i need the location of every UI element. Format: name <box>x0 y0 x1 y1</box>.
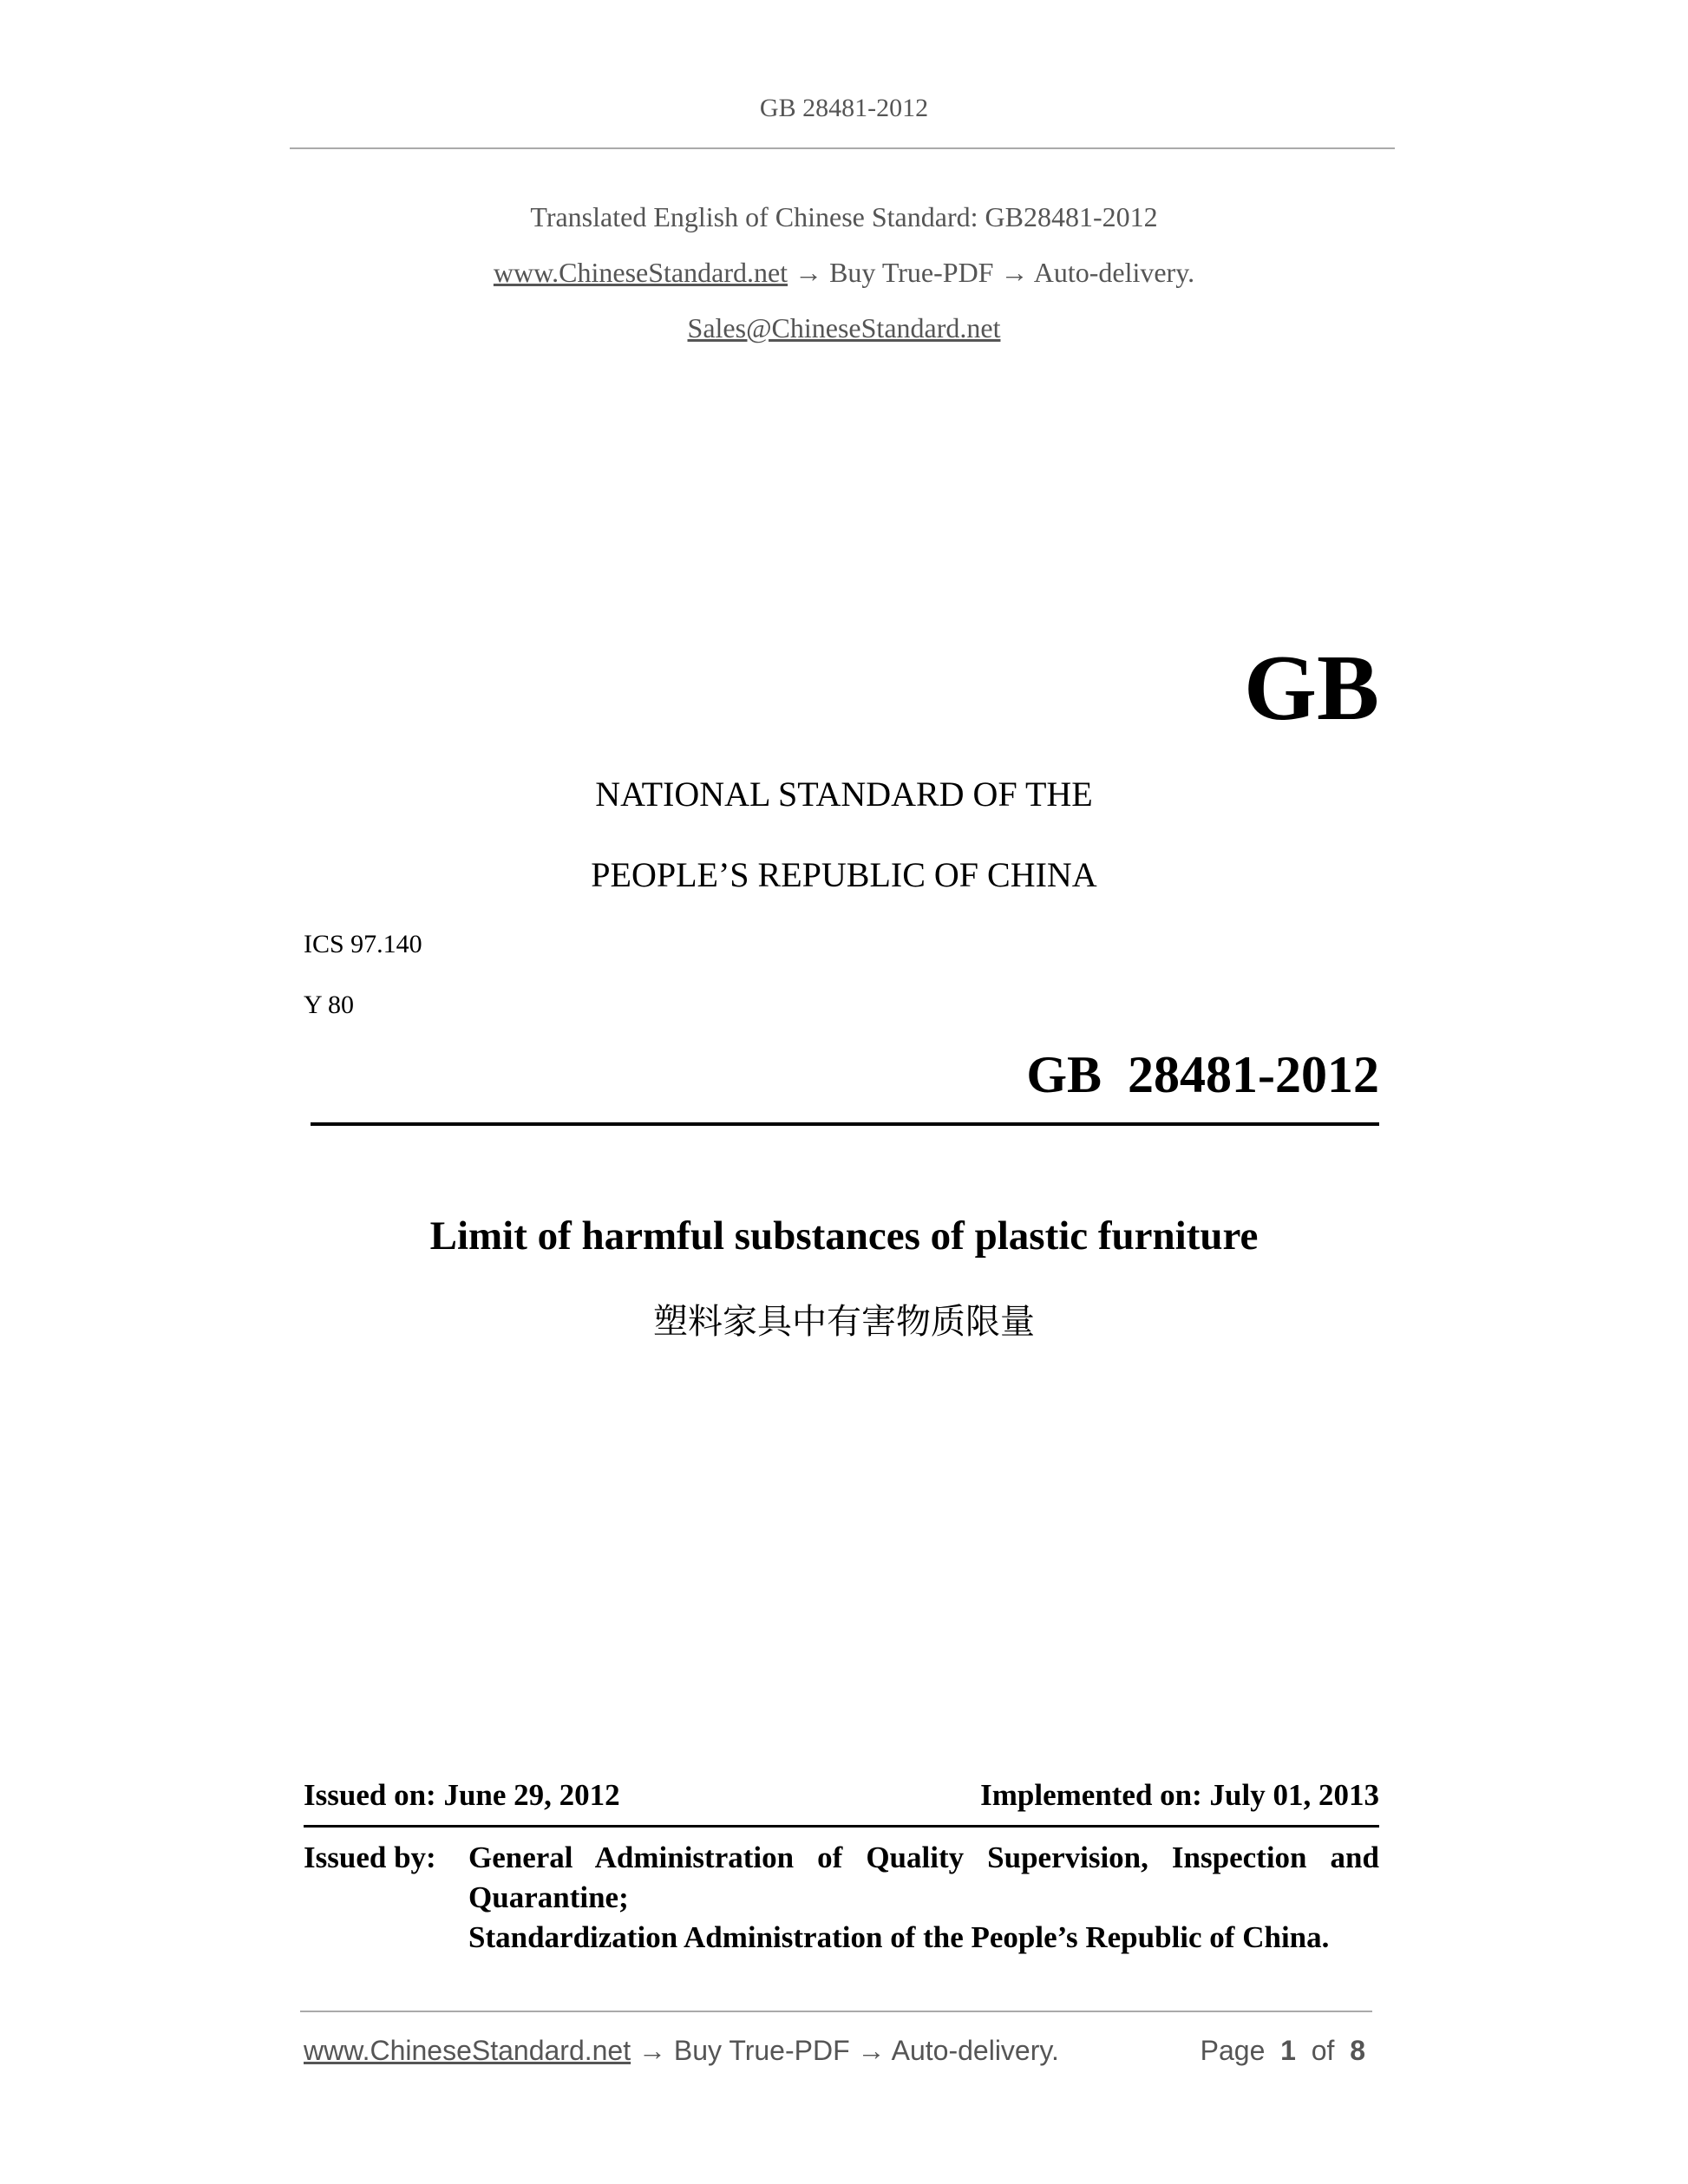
header-divider <box>290 147 1395 149</box>
dates-divider <box>304 1825 1379 1828</box>
gb-logo-mark: GB <box>1243 637 1379 740</box>
translation-notice: Translated English of Chinese Standard: GB28481-2012 <box>530 201 1158 232</box>
title-divider <box>311 1122 1379 1126</box>
issuer-line1-cont: Quarantine; <box>468 1880 629 1914</box>
issued-date: Issued on: June 29, 2012 <box>304 1778 620 1812</box>
email-link[interactable]: Sales@ChineseStandard.net <box>687 312 1001 343</box>
ccs-code: Y 80 <box>304 991 355 1019</box>
of-word: of <box>1311 2035 1335 2066</box>
document-title-english: Limit of harmful substances of plastic furniture <box>429 1213 1259 1259</box>
purchase-line <box>0 257 1688 289</box>
national-standard-line1: NATIONAL STANDARD OF THE <box>595 775 1093 814</box>
issued-by-label: Issued by: <box>304 1841 436 1874</box>
page-indicator <box>1201 2035 1365 2067</box>
national-standard-line2: PEOPLE’S REPUBLIC OF CHINA <box>591 855 1097 894</box>
document-title-chinese: 塑料家具中有害物质限量 <box>653 1302 1035 1342</box>
ics-code: ICS 97.140 <box>304 930 422 958</box>
purchase-text: → Buy True-PDF → Auto-delivery. <box>788 257 1195 288</box>
page-word: Page <box>1200 2035 1266 2066</box>
email-line <box>0 312 1688 344</box>
footer-site-link[interactable]: www.ChineseStandard.net <box>304 2035 631 2066</box>
issuer-line1: General Administration of Quality Supervision, Inspection and <box>468 1841 1379 1874</box>
site-link[interactable]: www.ChineseStandard.net <box>493 257 788 288</box>
standard-number: GB 28481-2012 <box>1026 1046 1379 1103</box>
issuer-line2: Standardization Administration of the People’s Republic of China. <box>468 1920 1330 1954</box>
page-total: 8 <box>1350 2035 1365 2066</box>
footer-purchase-line <box>304 2035 1059 2067</box>
footer-divider <box>300 2011 1372 2012</box>
running-header: GB 28481-2012 <box>759 94 929 122</box>
page-number: 1 <box>1280 2035 1296 2066</box>
footer-purchase-text: → Buy True-PDF → Auto-delivery. <box>631 2035 1059 2066</box>
implemented-date: Implemented on: July 01, 2013 <box>980 1778 1379 1812</box>
